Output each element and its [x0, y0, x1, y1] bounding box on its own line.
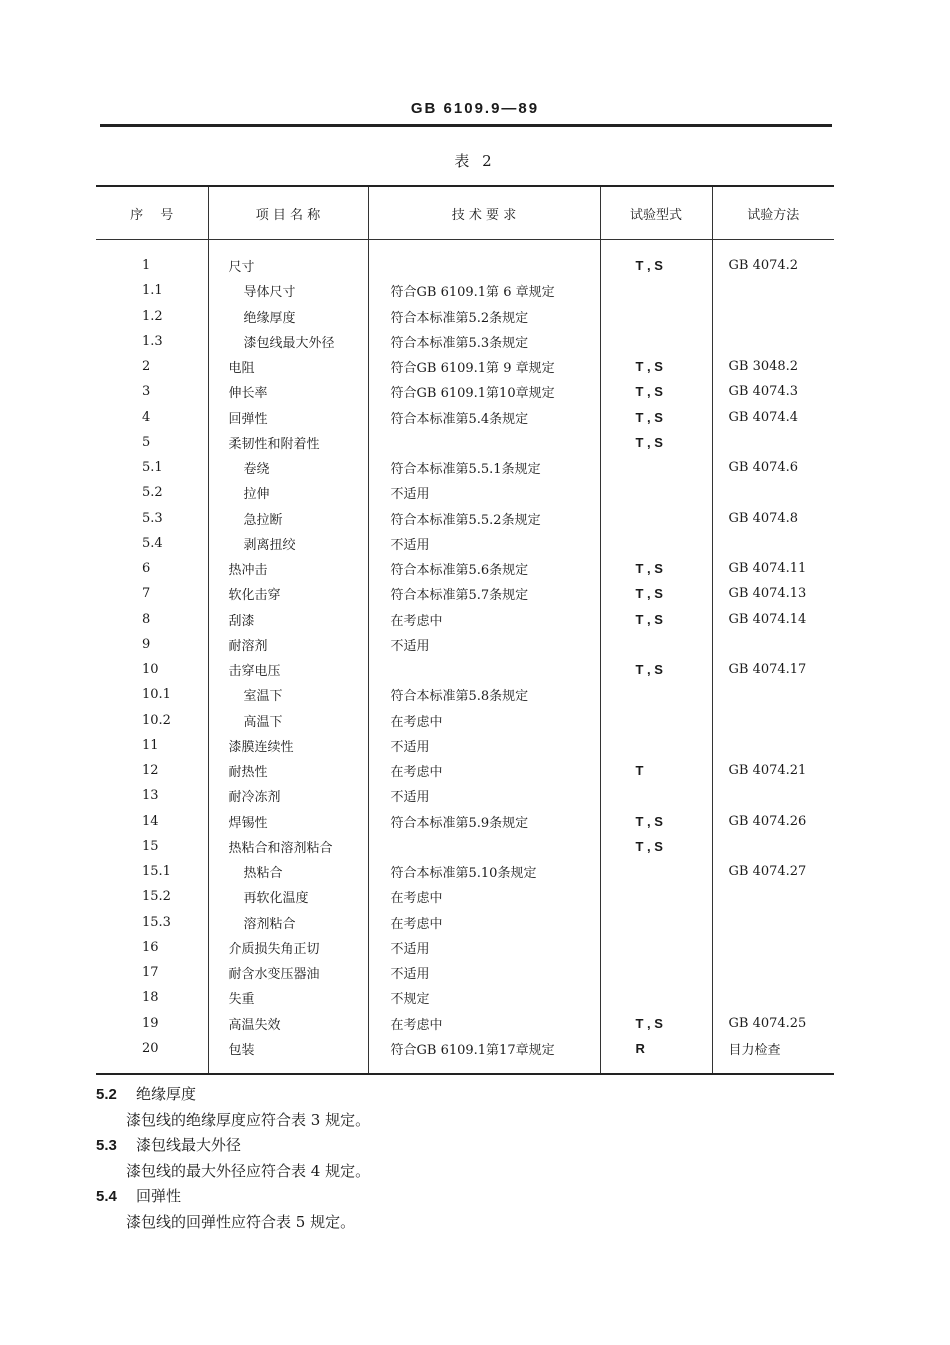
cell-no: 5 [142, 434, 151, 450]
table-row [96, 985, 834, 1010]
col-header-test-method: 试验方法 [712, 186, 834, 240]
cell-item: 软化击穿 [208, 581, 368, 606]
cell-no: 5.4 [142, 535, 163, 551]
cell-test-type [600, 329, 712, 354]
cell-test-method [712, 278, 834, 303]
cell-requirement: 符合GB 6109.1第 9 章规定 [368, 354, 600, 379]
cell-test-method [712, 480, 834, 505]
cell-requirement [368, 657, 600, 682]
cell-test-type [600, 632, 712, 657]
cell-test-method [712, 834, 834, 859]
table-row [96, 834, 834, 859]
cell-test-type [600, 935, 712, 960]
table-row [96, 1036, 834, 1074]
col-header-no: 序 号 [96, 186, 208, 240]
document-number: GB 6109.9—89 [410, 100, 540, 117]
cell-test-type: T , S [600, 556, 712, 581]
cell-requirement: 符合GB 6109.1第17章规定 [368, 1036, 600, 1074]
section-text: 漆包线的绝缘厚度应符合表 3 规定。 [126, 1111, 371, 1129]
cell-item: 耐溶剂 [208, 632, 368, 657]
cell-test-method [712, 985, 834, 1010]
cell-requirement: 在考虑中 [368, 758, 600, 783]
cell-test-type: T , S [600, 809, 712, 834]
cell-no: 2 [142, 359, 151, 375]
col-header-item: 项 目 名 称 [208, 186, 368, 240]
cell-requirement [368, 834, 600, 859]
cell-no: 10.2 [142, 712, 171, 728]
cell-test-method [712, 531, 834, 556]
cell-item: 尺寸 [208, 240, 368, 279]
cell-test-method [712, 910, 834, 935]
cell-test-type: T , S [600, 657, 712, 682]
cell-requirement [368, 430, 600, 455]
cell-item: 热冲击 [208, 556, 368, 581]
cell-test-method [712, 632, 834, 657]
cell-requirement: 符合本标准第5.9条规定 [368, 809, 600, 834]
table-row [96, 531, 834, 556]
table-row [96, 758, 834, 783]
cell-test-method [712, 733, 834, 758]
cell-no: 14 [142, 813, 159, 829]
header-rule [100, 124, 832, 127]
table-row [96, 304, 834, 329]
section-text: 漆包线的回弹性应符合表 5 规定。 [126, 1213, 356, 1231]
cell-no: 15.3 [142, 914, 171, 930]
cell-test-method: GB 4074.4 [712, 405, 834, 430]
table-row [96, 607, 834, 632]
cell-test-method: GB 3048.2 [712, 354, 834, 379]
table-row [96, 733, 834, 758]
cell-item: 刮漆 [208, 607, 368, 632]
table-row [96, 935, 834, 960]
cell-test-type [600, 278, 712, 303]
cell-no: 1.2 [142, 308, 163, 324]
section-heading [96, 1083, 196, 1104]
requirements-table [96, 185, 834, 1075]
cell-item: 失重 [208, 985, 368, 1010]
section-number: 5.4 [96, 1188, 117, 1205]
cell-no: 15 [142, 838, 159, 854]
cell-requirement: 符合本标准第5.10条规定 [368, 859, 600, 884]
cell-test-type [600, 783, 712, 808]
cell-no: 15.1 [142, 864, 171, 880]
cell-requirement: 在考虑中 [368, 607, 600, 632]
cell-test-method: GB 4074.27 [712, 859, 834, 884]
cell-requirement: 不适用 [368, 783, 600, 808]
table-row [96, 859, 834, 884]
cell-test-method [712, 935, 834, 960]
cell-no: 20 [142, 1040, 159, 1056]
cell-no: 5.1 [142, 460, 163, 476]
table-row [96, 240, 834, 279]
cell-no: 12 [142, 763, 159, 779]
section-number: 5.2 [96, 1086, 117, 1103]
cell-no: 17 [142, 965, 159, 981]
cell-requirement: 符合本标准第5.8条规定 [368, 682, 600, 707]
table-row [96, 430, 834, 455]
table-row [96, 632, 834, 657]
cell-no: 15.2 [142, 889, 171, 905]
cell-test-type: T [600, 758, 712, 783]
cell-item: 热粘合和溶剂粘合 [208, 834, 368, 859]
cell-test-type [600, 506, 712, 531]
cell-no: 1 [142, 258, 151, 274]
cell-test-method: GB 4074.17 [712, 657, 834, 682]
cell-test-type [600, 733, 712, 758]
cell-test-method: GB 4074.13 [712, 581, 834, 606]
col-header-test-type: 试验型式 [600, 186, 712, 240]
cell-test-type: T , S [600, 405, 712, 430]
cell-requirement: 符合本标准第5.7条规定 [368, 581, 600, 606]
cell-item: 热粘合 [208, 859, 368, 884]
cell-item: 再软化温度 [208, 884, 368, 909]
cell-test-method [712, 884, 834, 909]
cell-test-type [600, 480, 712, 505]
section-text: 漆包线的最大外径应符合表 4 规定。 [126, 1162, 371, 1180]
cell-test-type: T , S [600, 354, 712, 379]
cell-requirement: 符合本标准第5.3条规定 [368, 329, 600, 354]
cell-requirement: 不适用 [368, 733, 600, 758]
cell-test-method: GB 4074.25 [712, 1011, 834, 1036]
cell-test-type [600, 531, 712, 556]
cell-test-method: GB 4074.14 [712, 607, 834, 632]
section-number: 5.3 [96, 1137, 117, 1154]
section-heading [96, 1134, 241, 1155]
col-header-requirement: 技 术 要 求 [368, 186, 600, 240]
cell-item: 漆膜连续性 [208, 733, 368, 758]
cell-test-type [600, 884, 712, 909]
cell-requirement: 不适用 [368, 935, 600, 960]
cell-test-type [600, 304, 712, 329]
table-row [96, 657, 834, 682]
cell-no: 10.1 [142, 687, 171, 703]
cell-no: 9 [142, 636, 151, 652]
table-header-row [96, 186, 834, 240]
cell-requirement [368, 240, 600, 279]
cell-no: 13 [142, 788, 159, 804]
cell-requirement: 符合本标准第5.6条规定 [368, 556, 600, 581]
table-row [96, 1011, 834, 1036]
cell-test-type: T , S [600, 430, 712, 455]
cell-test-method [712, 329, 834, 354]
cell-test-type: T , S [600, 379, 712, 404]
cell-test-method [712, 304, 834, 329]
cell-item: 耐冷冻剂 [208, 783, 368, 808]
cell-no: 3 [142, 384, 151, 400]
cell-item: 导体尺寸 [208, 278, 368, 303]
cell-item: 高温下 [208, 708, 368, 733]
cell-requirement: 在考虑中 [368, 1011, 600, 1036]
cell-test-method: GB 4074.3 [712, 379, 834, 404]
section-title: 绝缘厚度 [136, 1085, 197, 1103]
cell-test-type [600, 910, 712, 935]
cell-requirement: 在考虑中 [368, 708, 600, 733]
cell-item: 高温失效 [208, 1011, 368, 1036]
cell-requirement: 不适用 [368, 632, 600, 657]
cell-requirement: 符合本标准第5.5.1条规定 [368, 455, 600, 480]
cell-requirement: 不适用 [368, 480, 600, 505]
cell-no: 18 [142, 990, 159, 1006]
cell-test-type [600, 708, 712, 733]
cell-test-type: T , S [600, 834, 712, 859]
cell-test-method: 目力检查 [712, 1036, 834, 1074]
section-title: 回弹性 [136, 1187, 182, 1205]
cell-item: 焊锡性 [208, 809, 368, 834]
table-row [96, 455, 834, 480]
table-row [96, 682, 834, 707]
cell-test-type: T , S [600, 581, 712, 606]
cell-test-type [600, 682, 712, 707]
cell-test-method: GB 4074.6 [712, 455, 834, 480]
cell-test-method: GB 4074.2 [712, 240, 834, 279]
cell-test-method [712, 430, 834, 455]
cell-item: 卷绕 [208, 455, 368, 480]
table-row [96, 960, 834, 985]
cell-no: 5.3 [142, 510, 163, 526]
cell-no: 10 [142, 662, 159, 678]
cell-test-method [712, 783, 834, 808]
cell-item: 耐热性 [208, 758, 368, 783]
cell-requirement: 在考虑中 [368, 884, 600, 909]
cell-item: 耐含水变压器油 [208, 960, 368, 985]
cell-no: 19 [142, 1015, 159, 1031]
cell-test-method: GB 4074.11 [712, 556, 834, 581]
cell-test-method: GB 4074.21 [712, 758, 834, 783]
table-row [96, 910, 834, 935]
cell-no: 16 [142, 939, 159, 955]
table-row [96, 278, 834, 303]
table-row [96, 480, 834, 505]
cell-test-type: T , S [600, 1011, 712, 1036]
cell-item: 介质损失角正切 [208, 935, 368, 960]
table-row [96, 708, 834, 733]
cell-item: 回弹性 [208, 405, 368, 430]
cell-item: 剥离扭绞 [208, 531, 368, 556]
cell-item: 室温下 [208, 682, 368, 707]
cell-test-type: T , S [600, 240, 712, 279]
table-row [96, 884, 834, 909]
cell-no: 4 [142, 409, 151, 425]
cell-requirement: 符合本标准第5.2条规定 [368, 304, 600, 329]
cell-test-type [600, 455, 712, 480]
cell-requirement: 符合本标准第5.5.2条规定 [368, 506, 600, 531]
cell-item: 柔韧性和附着性 [208, 430, 368, 455]
cell-no: 8 [142, 611, 151, 627]
table-body [96, 240, 834, 1075]
table-row [96, 405, 834, 430]
cell-item: 急拉断 [208, 506, 368, 531]
table-row [96, 506, 834, 531]
cell-test-method: GB 4074.8 [712, 506, 834, 531]
cell-item: 电阻 [208, 354, 368, 379]
cell-no: 11 [142, 737, 159, 753]
cell-item: 拉伸 [208, 480, 368, 505]
cell-item: 击穿电压 [208, 657, 368, 682]
cell-item: 包装 [208, 1036, 368, 1074]
cell-test-type [600, 859, 712, 884]
cell-test-method: GB 4074.26 [712, 809, 834, 834]
cell-item: 漆包线最大外径 [208, 329, 368, 354]
cell-requirement: 符合GB 6109.1第10章规定 [368, 379, 600, 404]
cell-item: 溶剂粘合 [208, 910, 368, 935]
cell-item: 伸长率 [208, 379, 368, 404]
cell-no: 5.2 [142, 485, 163, 501]
cell-requirement: 符合GB 6109.1第 6 章规定 [368, 278, 600, 303]
section-title: 漆包线最大外径 [136, 1136, 242, 1154]
cell-no: 1.3 [142, 333, 163, 349]
cell-requirement: 不规定 [368, 985, 600, 1010]
cell-requirement: 不适用 [368, 531, 600, 556]
cell-test-type: T , S [600, 607, 712, 632]
cell-test-type [600, 960, 712, 985]
cell-requirement: 符合本标准第5.4条规定 [368, 405, 600, 430]
table-row [96, 783, 834, 808]
cell-test-method [712, 960, 834, 985]
cell-requirement: 在考虑中 [368, 910, 600, 935]
table-row [96, 556, 834, 581]
table-row [96, 379, 834, 404]
cell-test-method [712, 708, 834, 733]
cell-test-type: R [600, 1036, 712, 1074]
cell-no: 6 [142, 561, 151, 577]
cell-test-type [600, 985, 712, 1010]
table-caption: 表 2 [454, 152, 496, 170]
cell-requirement: 不适用 [368, 960, 600, 985]
cell-item: 绝缘厚度 [208, 304, 368, 329]
cell-no: 7 [142, 586, 151, 602]
table-row [96, 809, 834, 834]
table-row [96, 581, 834, 606]
cell-test-method [712, 682, 834, 707]
table-row [96, 354, 834, 379]
cell-no: 1.1 [142, 283, 163, 299]
section-heading [96, 1185, 181, 1206]
table-row [96, 329, 834, 354]
